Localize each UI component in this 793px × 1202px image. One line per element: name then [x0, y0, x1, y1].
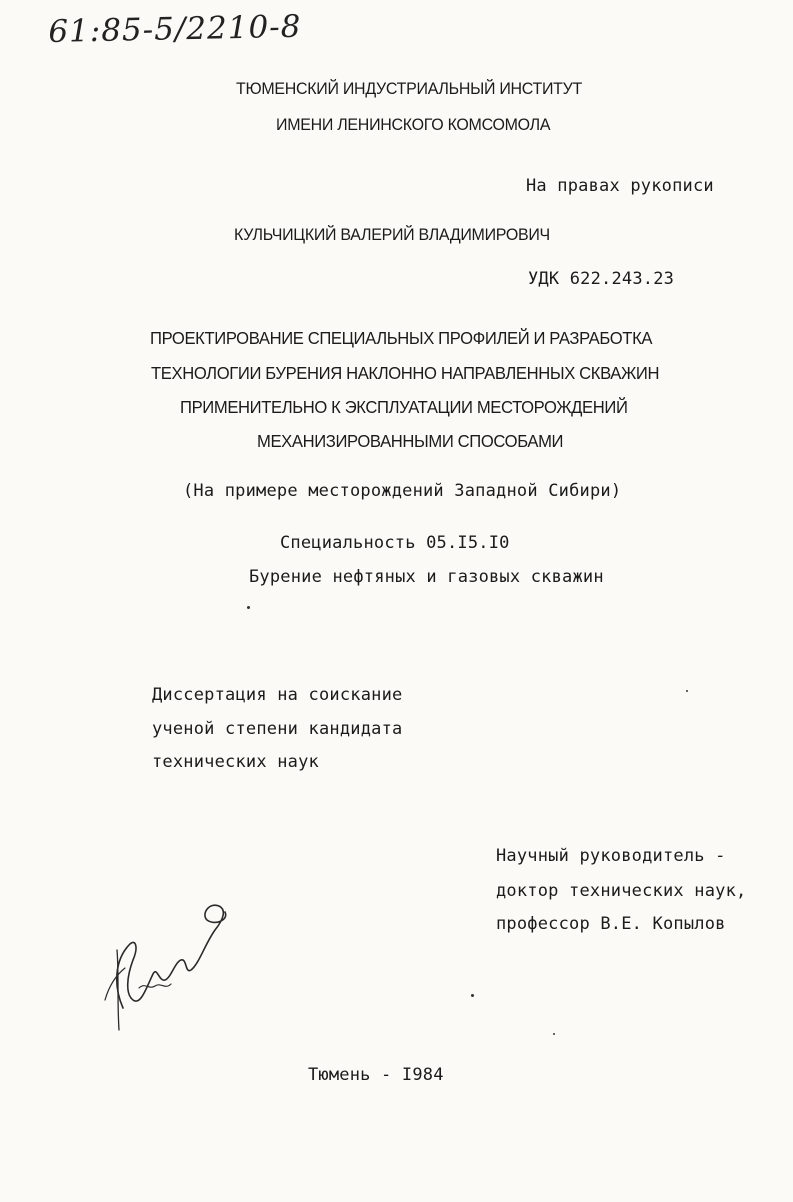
- scan-speck: [247, 606, 250, 609]
- scan-speck: [471, 994, 474, 997]
- title-subtitle: (На примере месторождений Западной Сибири): [183, 481, 622, 501]
- place-and-year: Тюмень - I984: [308, 1065, 444, 1085]
- title-line-2: ТЕХНОЛОГИИ БУРЕНИЯ НАКЛОННО НАПРАВЛЕННЫХ СКВАЖИН: [151, 363, 660, 383]
- supervisor-line-3: профессор В.Е. Копылов: [496, 914, 726, 934]
- scan-speck: [553, 1033, 555, 1035]
- title-line-4: МЕХАНИЗИРОВАННЫМИ СПОСОБАМИ: [257, 431, 564, 451]
- manuscript-rights-note: На правах рукописи: [526, 176, 714, 196]
- dissertation-line-2: ученой степени кандидата: [152, 719, 403, 739]
- supervisor-line-2: доктор технических наук,: [496, 881, 747, 901]
- udk-code: УДК 622.243.23: [528, 269, 675, 289]
- handwritten-archive-code: 61:85-5/2210-8: [48, 8, 302, 50]
- author-name: КУЛЬЧИЦКИЙ ВАЛЕРИЙ ВЛАДИМИРОВИЧ: [234, 225, 550, 244]
- institution-line-2: ИМЕНИ ЛЕНИНСКОГО КОМСОМОЛА: [276, 115, 551, 134]
- dissertation-line-3: технических наук: [152, 752, 319, 772]
- title-line-3: ПРИМЕНИТЕЛЬНО К ЭКСПЛУАТАЦИИ МЕСТОРОЖДЕНИЙ: [180, 397, 628, 417]
- institution-line-1: ТЮМЕНСКИЙ ИНДУСТРИАЛЬНЫЙ ИНСТИТУТ: [236, 79, 583, 98]
- signature-image: [95, 890, 230, 1040]
- supervisor-line-1: Научный руководитель -: [496, 846, 726, 866]
- scan-speck: [686, 690, 688, 692]
- dissertation-line-1: Диссертация на соискание: [152, 685, 403, 705]
- specialty-name: Бурение нефтяных и газовых скважин: [249, 567, 604, 587]
- specialty-code: Специальность 05.I5.I0: [280, 533, 510, 553]
- title-line-1: ПРОЕКТИРОВАНИЕ СПЕЦИАЛЬНЫХ ПРОФИЛЕЙ И РАЗРАБОТКА: [150, 328, 653, 348]
